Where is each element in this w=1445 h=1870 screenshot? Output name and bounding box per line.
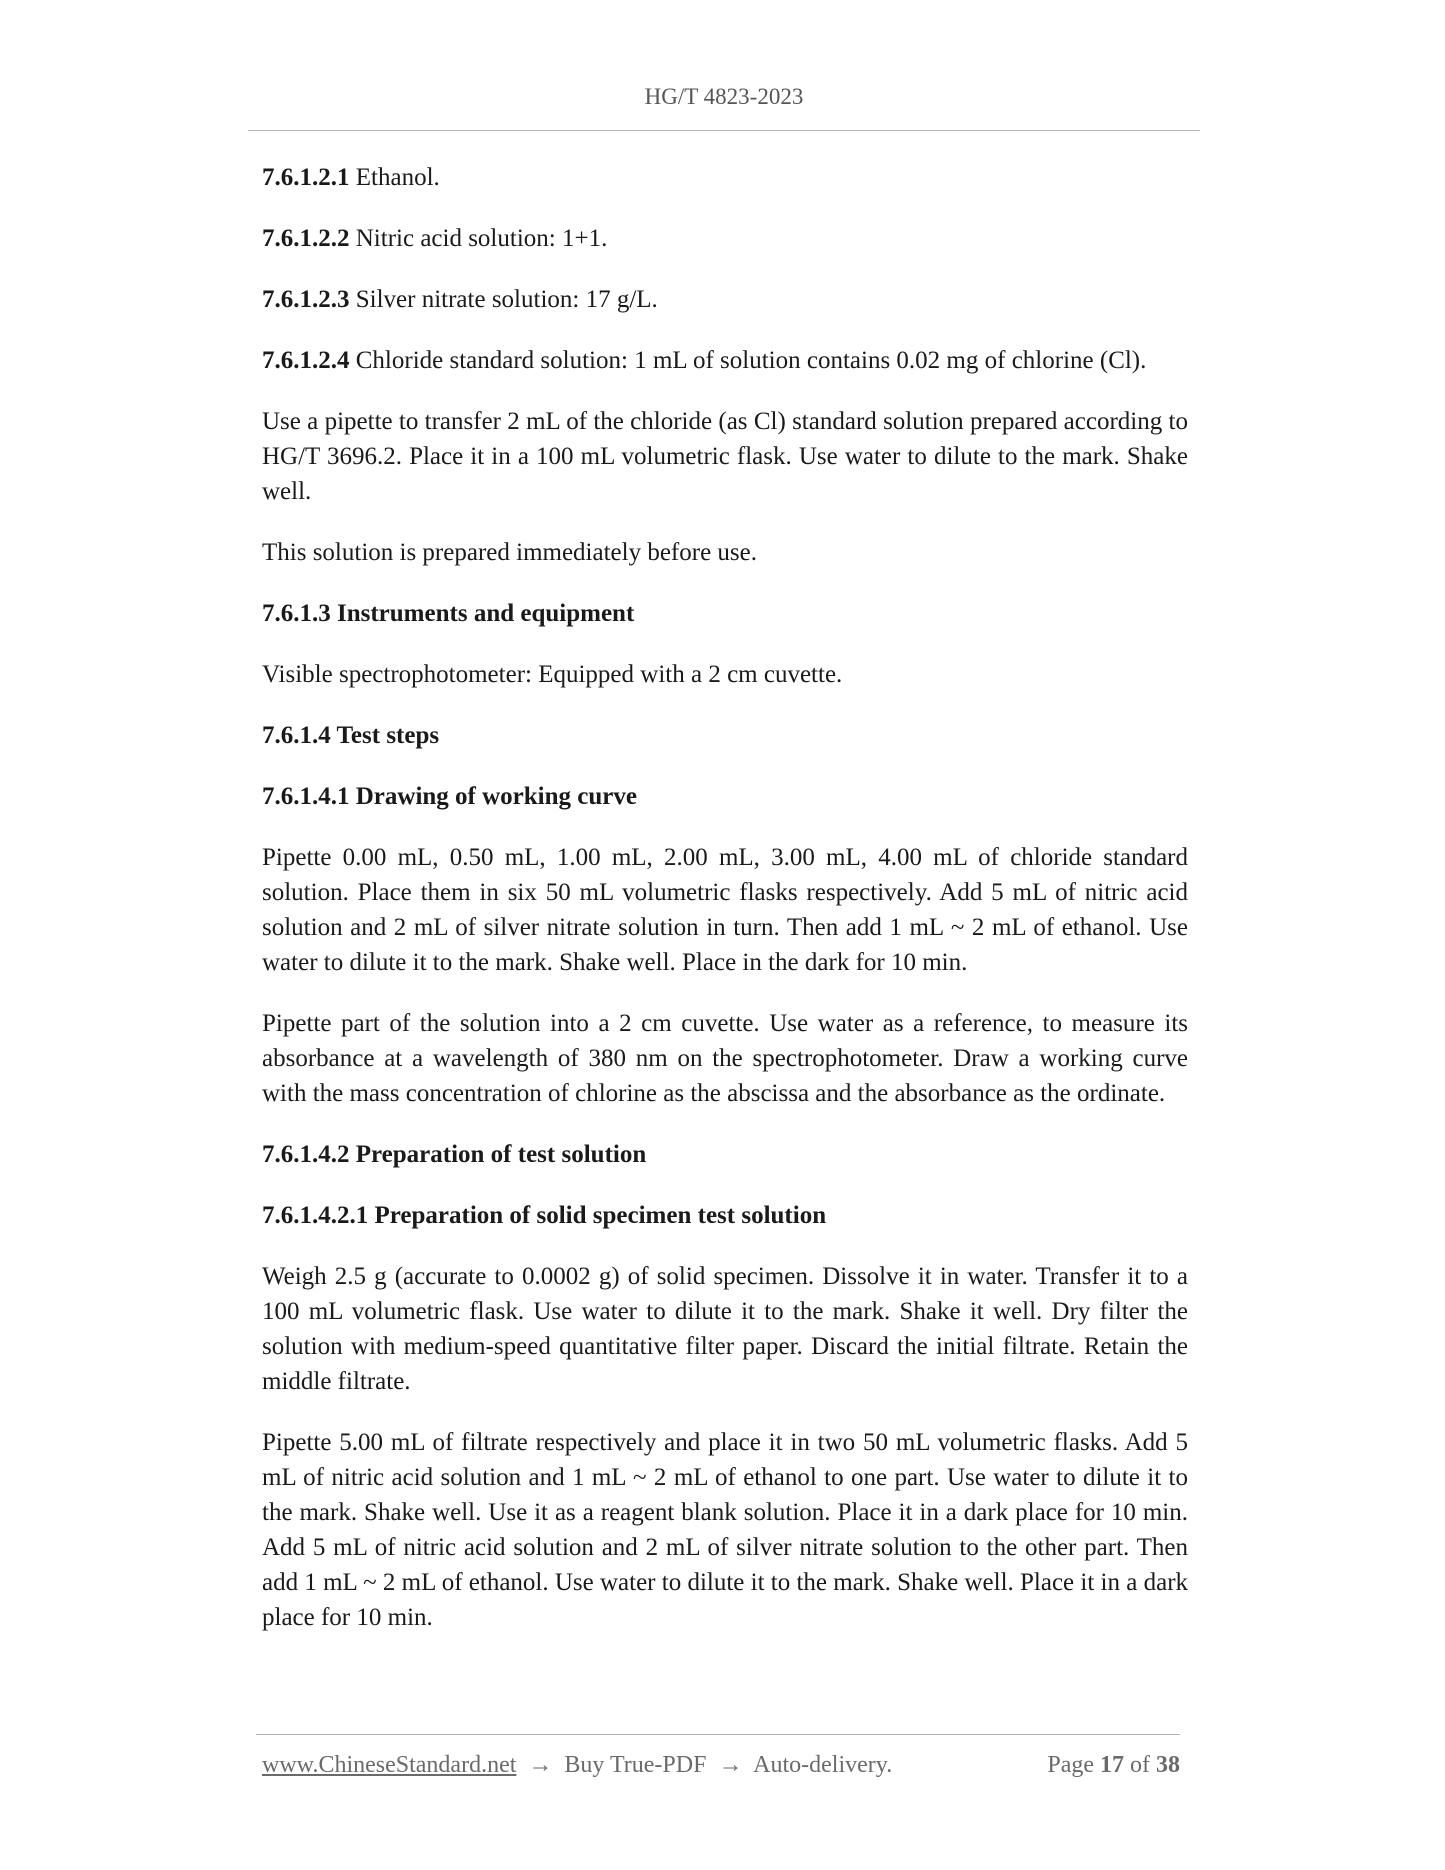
paragraph-solid-specimen-weigh: Weigh 2.5 g (accurate to 0.0002 g) of solid specimen. Dissolve it in water. Transfer it to a 100 mL volumetric flask. Use water to dilute it to the mark. Shake it well. Dry filter the solution with medium-speed quantitative filter paper. Discard the initial filtrate. Retain the middle filtrate. bbox=[262, 1263, 1188, 1395]
heading-prep-solid-specimen: 7.6.1.4.2.1 Preparation of solid specimen test solution bbox=[262, 1202, 827, 1229]
clause-text: Nitric acid solution: 1+1. bbox=[355, 225, 608, 252]
clause-7-6-1-2-3 bbox=[262, 282, 1188, 317]
page-total: 38 bbox=[1156, 1752, 1180, 1778]
heading-instruments: 7.6.1.3 Instruments and equipment bbox=[262, 600, 635, 627]
page-current: 17 bbox=[1100, 1752, 1124, 1778]
clause-number: 7.6.1.2.1 bbox=[262, 164, 350, 191]
footer-divider bbox=[256, 1734, 1180, 1735]
clause-text: Chloride standard solution: 1 mL of solution contains 0.02 mg of chlorine (Cl). bbox=[355, 347, 1147, 374]
page-indicator bbox=[1047, 1752, 1180, 1779]
arrow-right-icon: → bbox=[528, 1752, 553, 1778]
clause-7-6-1-2-1 bbox=[262, 160, 1188, 195]
document-header: HG/T 4823-2023 bbox=[644, 84, 804, 109]
heading-test-steps: 7.6.1.4 Test steps bbox=[262, 722, 440, 749]
paragraph-working-curve-measure: Pipette part of the solution into a 2 cm cuvette. Use water as a reference, to measure its absorbance at a wavelength of 380 nm on the spectrophotometer. Draw a working curve with the mass concentration of chlorine as the abscissa and the absorbance as the ordinate. bbox=[262, 1010, 1188, 1107]
buy-pdf-text: Buy True-PDF bbox=[564, 1752, 707, 1778]
arrow-right-icon: → bbox=[718, 1752, 743, 1778]
page-of: of bbox=[1130, 1752, 1150, 1778]
page-footer bbox=[262, 1752, 1180, 1779]
clause-text: Silver nitrate solution: 17 g/L. bbox=[355, 286, 658, 313]
header-divider bbox=[248, 130, 1200, 131]
auto-delivery-text: Auto-delivery. bbox=[753, 1752, 893, 1778]
paragraph-chloride-prep: Use a pipette to transfer 2 mL of the chloride (as Cl) standard solution prepared according to HG/T 3696.2. Place it in a 100 mL volumetric flask. Use water to dilute to the mark. Shake well. bbox=[262, 408, 1188, 505]
site-link[interactable]: www.ChineseStandard.net bbox=[262, 1752, 517, 1778]
paragraph-spectrophotometer: Visible spectrophotometer: Equipped with a 2 cm cuvette. bbox=[262, 661, 843, 688]
clause-7-6-1-2-4 bbox=[262, 343, 1188, 378]
document-body bbox=[262, 160, 1188, 1661]
paragraph-solid-specimen-pipette: Pipette 5.00 mL of filtrate respectively and place it in two 50 mL volumetric flasks. Add 5 mL of nitric acid solution and 1 mL ~ 2 mL of ethanol to one part. Use water to dilute it to the mark. Shake well. Use it as a reagent blank solution. Place it in a dark place for 10 min. Add 5 mL of nitric acid solution and 2 mL of silver nitrate solution to the other part. Then add 1 mL ~ 2 mL of ethanol. Use water to dilute it to the mark. Shake well. Place it in a dark place for 10 min. bbox=[262, 1429, 1189, 1631]
heading-working-curve: 7.6.1.4.1 Drawing of working curve bbox=[262, 783, 637, 810]
page-label: Page bbox=[1047, 1752, 1094, 1778]
heading-prep-test-solution: 7.6.1.4.2 Preparation of test solution bbox=[262, 1141, 647, 1168]
clause-7-6-1-2-2 bbox=[262, 221, 1188, 256]
clause-number: 7.6.1.2.3 bbox=[262, 286, 350, 313]
clause-number: 7.6.1.2.4 bbox=[262, 347, 350, 374]
clause-text: Ethanol. bbox=[355, 164, 440, 191]
paragraph-prepare-before-use: This solution is prepared immediately before use. bbox=[262, 539, 758, 566]
clause-number: 7.6.1.2.2 bbox=[262, 225, 350, 252]
footer-left bbox=[262, 1752, 892, 1779]
paragraph-working-curve-pipette: Pipette 0.00 mL, 0.50 mL, 1.00 mL, 2.00 mL, 3.00 mL, 4.00 mL of chloride standard solution. Place them in six 50 mL volumetric flasks respectively. Add 5 mL of nitric acid solution and 2 mL of silver nitrate solution in turn. Then add 1 mL ~ 2 mL of ethanol. Use water to dilute it to the mark. Shake well. Place in the dark for 10 min. bbox=[262, 844, 1188, 976]
